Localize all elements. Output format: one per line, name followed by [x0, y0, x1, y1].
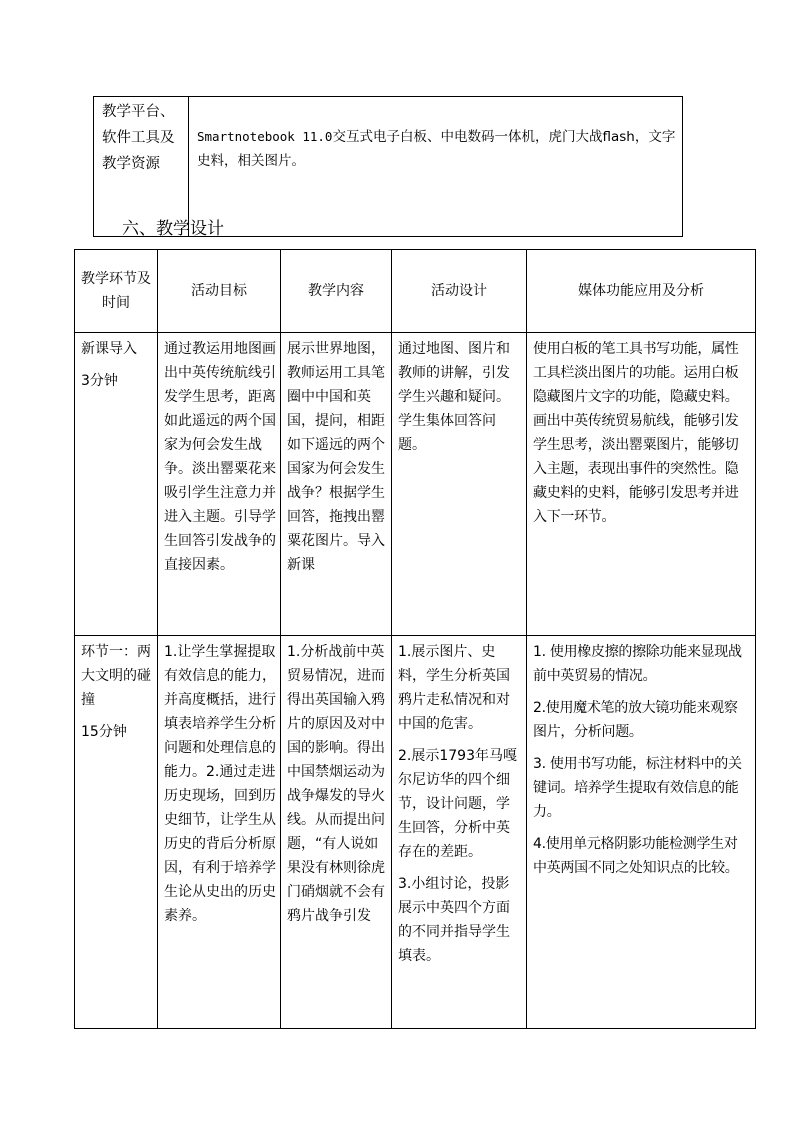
media-text: 4.使用单元格阴影功能检测学生对中英两国不同之处知识点的比较。 [533, 836, 739, 876]
design-text: 1.展示图片、史料，学生分析英国鸦片走私情况和对中国的危害。 [398, 644, 510, 732]
goal-cell [158, 636, 281, 1029]
media-text: 使用白板的笔工具书写功能，属性工具栏淡出图片的功能。运用白板隐藏图片文字的功能，隐藏史料。画出中英传统贸易航线，能够引发学生思考，淡出罂粟图片，能够切入主题，表现出事件的突然性。隐藏史料的史料，能够引发思考并进入下一环节。 [533, 341, 739, 525]
table-row [75, 636, 756, 1029]
teaching-design-table [74, 249, 756, 1029]
design-text: 3.小组讨论，投影展示中英四个方面的不同并指导学生填表。 [398, 876, 510, 964]
content-text: 展示世界地图，教师运用工具笔圈中中国和英国，提问，相距如下遥远的两个国家为何会发生战争？根据学生回答，拖拽出罂粟花图片。导入新课 [287, 341, 385, 573]
table-header-row [75, 250, 756, 333]
design-cell [392, 333, 527, 636]
stage-name: 新课导入 [81, 341, 137, 357]
media-text: 1. 使用橡皮擦的擦除功能来显现战前中英贸易的情况。 [533, 644, 742, 684]
content-text: 1.分析战前中英贸易情况，进而得出英国输入鸦片的原因及对中国的影响。得出中国禁烟运动为战争爆发的导火线。从而提出问题，“有人说如果没有林则徐虎门硝烟就不会有鸦片战争引发 [287, 644, 385, 924]
header-stage-time: 教学环节及时间 [75, 250, 158, 333]
header-media-analysis: 媒体功能应用及分析 [527, 250, 756, 333]
platform-software-name: Smartnotebook 11.0 [197, 129, 333, 144]
content-cell [281, 333, 392, 636]
table-row [75, 333, 756, 636]
header-teaching-content: 教学内容 [281, 250, 392, 333]
header-activity-goal: 活动目标 [158, 250, 281, 333]
goal-cell [158, 333, 281, 636]
section-heading: 六、教学设计 [122, 219, 224, 239]
design-text: 2.展示1793年马嘎尔尼访华的四个细节，设计问题，学生回答，分析中英存在的差距。 [398, 748, 517, 860]
media-text: 3. 使用书写功能，标注材料中的关键词。培养学生提取有效信息的能力。 [533, 756, 742, 820]
media-cell [527, 636, 756, 1029]
stage-time: 15分钟 [81, 724, 127, 740]
platform-label: 教学平台、软件工具及教学资源 [94, 97, 189, 237]
goal-text: 1.让学生掌握提取有效信息的能力，并高度概括，进行填表培养学生分析问题和处理信息的能力。2.通过走进历史现场，回到历史细节，让学生从历史的背后分析原因，有利于培养学生论从史出的历史素养。 [164, 644, 276, 924]
header-activity-design: 活动设计 [392, 250, 527, 333]
media-text: 2.使用魔术笔的放大镜功能来观察图片，分析问题。 [533, 700, 738, 740]
design-text: 通过地图、图片和教师的讲解，引发学生兴趣和疑问。学生集体回答问题。 [398, 341, 510, 453]
stage-cell [75, 636, 158, 1029]
content-cell [281, 636, 392, 1029]
platform-content [189, 97, 683, 237]
stage-name: 环节一：两大文明的碰撞 [81, 644, 151, 708]
platform-content-text: 交互式电子白板、中电数码一体机，虎门大战flash，文字史料，相关图片。 [197, 129, 676, 169]
media-cell [527, 333, 756, 636]
stage-cell [75, 333, 158, 636]
design-cell [392, 636, 527, 1029]
goal-text: 通过教运用地图画出中英传统航线引发学生思考，距离如此遥远的两个国家为何会发生战争。淡出罂粟花来吸引学生注意力并进入主题。引导学生回答引发战争的直接因素。 [164, 341, 276, 573]
stage-time: 3分钟 [81, 373, 118, 389]
